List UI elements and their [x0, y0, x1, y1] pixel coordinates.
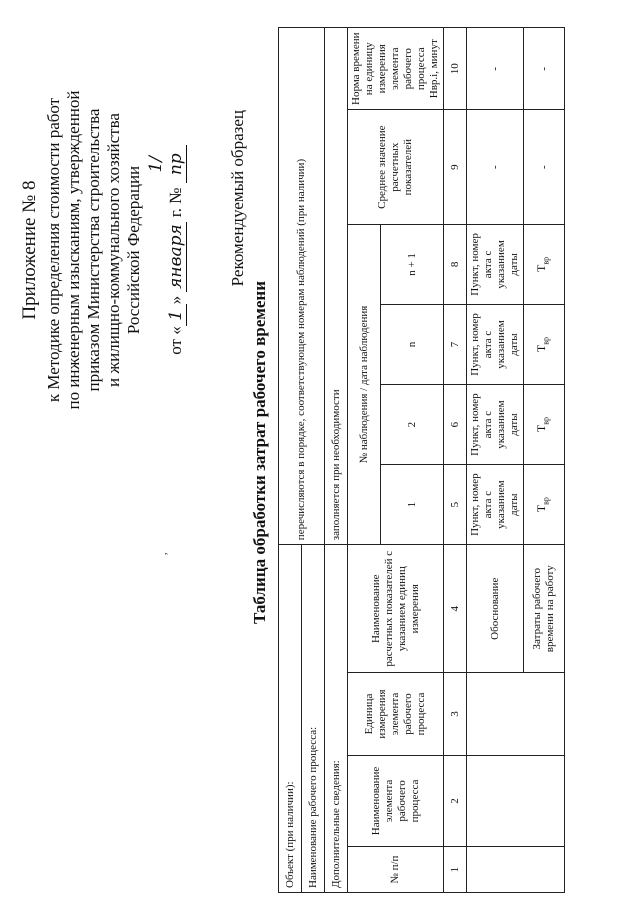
recommended-sample-label: Рекомендуемый образец: [228, 110, 247, 287]
ink-mark: ,: [158, 552, 169, 555]
date-prefix: от «: [166, 326, 185, 355]
time-symbol-sub: вр: [541, 497, 551, 505]
header-obs-2: 2: [381, 385, 444, 465]
justification-cell: Пункт, номер акта с указанием даты: [467, 224, 524, 304]
col-number: 10: [444, 28, 467, 110]
header-norm: [348, 28, 444, 110]
time-symbol-cell: [524, 385, 565, 465]
header-observations: № наблюдения / дата наблюдения: [348, 224, 381, 544]
dash-cell: -: [524, 110, 565, 224]
time-cost-label: Затраты рабочего времени на работу: [524, 545, 565, 673]
data-cell: [467, 755, 565, 847]
order-day: 1: [166, 304, 187, 326]
header-line: и жилищно-коммунального хозяйства: [104, 113, 123, 387]
dash-cell: -: [524, 28, 565, 110]
additional-label-cell: Дополнительные сведения:: [325, 545, 348, 893]
order-month: января: [166, 222, 187, 292]
col-number: 7: [444, 304, 467, 384]
col-number: 3: [444, 673, 467, 755]
time-symbol-sub: вр: [541, 256, 551, 265]
dash-cell: -: [467, 28, 524, 110]
time-symbol-sub: вр: [541, 336, 551, 345]
additional-note-cell: заполняется при необходимости: [325, 28, 348, 545]
header-obs-1: 1: [381, 465, 444, 545]
object-note-cell: перечисляются в порядке, соответствующем номерам наблюдений (при наличии): [279, 28, 325, 545]
dash-cell: -: [467, 110, 524, 224]
header-line: приказом Министерства строительства: [84, 108, 103, 392]
header-unit: Единица измерения элемента рабочего процесса: [348, 673, 444, 755]
header-indicators: Наименование расчетных показателей с указанием единиц измерения: [348, 545, 444, 673]
header-line: Российской Федерации: [124, 165, 143, 335]
time-symbol-sub: вр: [541, 417, 551, 425]
header-obs-n: n: [381, 304, 444, 384]
col-number: 5: [444, 465, 467, 545]
header-obs-n1: n + 1: [381, 224, 444, 304]
header-line: по инженерным изысканиям, утвержденной: [64, 90, 83, 410]
time-symbol: Т: [534, 424, 549, 433]
object-label-cell: Объект (при наличии):: [279, 545, 302, 893]
table-title: Таблица обработки затрат рабочего времени: [250, 281, 269, 624]
header-norm-unit: Hвр.i, минут: [428, 39, 440, 99]
time-symbol-cell: [524, 465, 565, 545]
order-number: 1/пр: [146, 145, 187, 183]
col-number: 1: [444, 847, 467, 893]
justification-cell: Пункт, номер акта с указанием даты: [467, 465, 524, 545]
justification-cell: Пункт, номер акта с указанием даты: [467, 385, 524, 465]
appendix-title: Приложение № 8: [19, 180, 40, 320]
data-cell: [467, 847, 565, 893]
order-date-line: от «1» января г. № 1/пр: [146, 70, 187, 430]
time-symbol: Т: [534, 504, 549, 513]
col-number: 6: [444, 385, 467, 465]
time-symbol: Т: [534, 264, 549, 272]
header-num: № п/п: [348, 847, 444, 893]
data-cell: [467, 673, 565, 755]
header-element-name: Наименование элемента рабочего процесса: [348, 755, 444, 847]
col-number: 9: [444, 110, 467, 224]
appendix-header: [20, 70, 187, 430]
justification-cell: Пункт, номер акта с указанием даты: [467, 304, 524, 384]
header-line: к Методике определения стоимости работ: [44, 97, 63, 403]
time-symbol: Т: [534, 344, 549, 353]
time-symbol-cell: [524, 304, 565, 384]
time-symbol-cell: [524, 224, 565, 304]
justification-label: Обоснование: [467, 545, 524, 673]
col-number: 2: [444, 755, 467, 847]
col-number: 4: [444, 545, 467, 673]
header-norm-text: Норма времени на единицу измерения элемента рабочего процесса: [350, 32, 427, 105]
time-processing-table: [278, 27, 565, 893]
process-label-cell: Наименование рабочего процесса:: [302, 545, 325, 893]
header-average: Среднее значение расчетных показателей: [348, 110, 444, 224]
col-number: 8: [444, 224, 467, 304]
